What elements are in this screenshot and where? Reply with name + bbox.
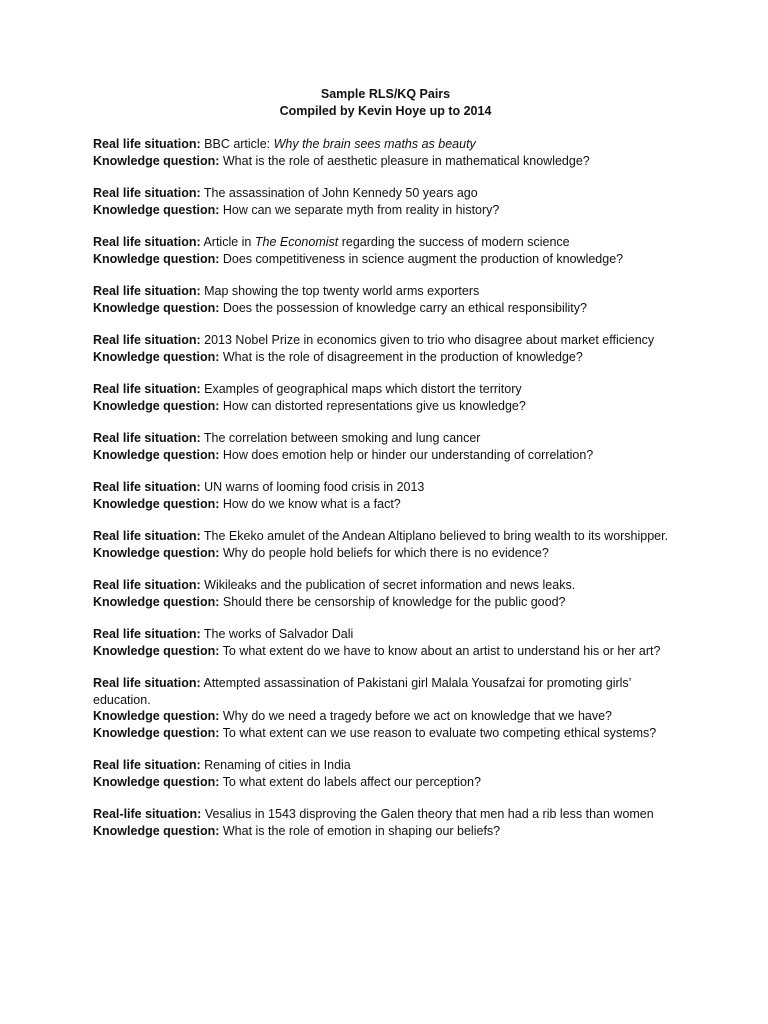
rls-kq-pair bbox=[93, 332, 678, 365]
kq-text: To what extent can we use reason to evaluate two competing ethical systems? bbox=[222, 725, 657, 740]
kq-line bbox=[93, 594, 678, 611]
rls-kq-pair bbox=[93, 430, 678, 463]
rls-label: Real life situation: bbox=[93, 431, 201, 445]
kq-label: Knowledge question: bbox=[93, 725, 220, 740]
kq-text: Why do we need a tragedy before we act on knowledge that we have? bbox=[222, 709, 613, 723]
kq-text: Should there be censorship of knowledge for the public good? bbox=[222, 594, 566, 609]
rls-kq-pair bbox=[93, 577, 678, 610]
kq-line bbox=[93, 545, 678, 562]
rls-line bbox=[93, 626, 678, 643]
title-block bbox=[93, 86, 678, 120]
rls-text: Article in bbox=[203, 235, 255, 249]
rls-kq-pair bbox=[93, 806, 678, 839]
rls-line bbox=[93, 283, 678, 300]
rls-line bbox=[93, 577, 678, 594]
kq-label: Knowledge question: bbox=[93, 643, 220, 658]
rls-line bbox=[93, 528, 678, 545]
rls-kq-pair bbox=[93, 283, 678, 316]
rls-text: The works of Salvador Dali bbox=[203, 627, 354, 641]
rls-kq-pair bbox=[93, 234, 678, 267]
rls-text-suffix: regarding the success of modern science bbox=[338, 235, 570, 249]
rls-label: Real life situation: bbox=[93, 529, 201, 543]
rls-label: Real life situation: bbox=[93, 627, 201, 641]
rls-text: Renaming of cities in India bbox=[204, 758, 351, 772]
rls-text: Map showing the top twenty world arms exporters bbox=[204, 284, 480, 298]
rls-kq-pair bbox=[93, 185, 678, 218]
kq-text: To what extent do we have to know about an artist to understand his or her art? bbox=[222, 643, 661, 658]
kq-text: How can distorted representations give us knowledge? bbox=[222, 398, 526, 413]
kq-text: Why do people hold beliefs for which there is no evidence? bbox=[222, 545, 549, 560]
document-title: Sample RLS/KQ Pairs bbox=[320, 87, 451, 101]
rls-text: 2013 Nobel Prize in economics given to trio who disagree about market efficiency bbox=[204, 333, 655, 347]
rls-kq-pair bbox=[93, 757, 678, 790]
kq-text: What is the role of aesthetic pleasure in mathematical knowledge? bbox=[222, 153, 590, 168]
kq-text: To what extent do labels affect our perception? bbox=[222, 774, 481, 789]
kq-text: How do we know what is a fact? bbox=[222, 496, 401, 511]
kq-text: Does the possession of knowledge carry an ethical responsibility? bbox=[222, 300, 587, 315]
kq-label: Knowledge question: bbox=[93, 496, 220, 511]
rls-line bbox=[93, 757, 678, 774]
kq-line bbox=[93, 349, 678, 366]
rls-text: BBC article: bbox=[204, 137, 274, 151]
kq-label: Knowledge question: bbox=[93, 398, 220, 413]
kq-label: Knowledge question: bbox=[93, 447, 220, 462]
rls-line bbox=[93, 136, 678, 153]
kq-text: Does competitiveness in science augment the production of knowledge? bbox=[222, 251, 624, 266]
rls-kq-pair bbox=[93, 626, 678, 659]
kq-label: Knowledge question: bbox=[93, 594, 220, 609]
document-subtitle: Compiled by Kevin Hoye up to 2014 bbox=[279, 104, 492, 118]
kq-text: How can we separate myth from reality in history? bbox=[222, 202, 500, 217]
kq-line bbox=[93, 774, 678, 791]
kq-label: Knowledge question: bbox=[93, 251, 220, 266]
kq-line bbox=[93, 251, 678, 268]
rls-label: Real life situation: bbox=[93, 578, 201, 592]
kq-line bbox=[93, 643, 678, 660]
rls-label: Real life situation: bbox=[93, 333, 201, 347]
rls-line bbox=[93, 185, 678, 202]
rls-label: Real life situation: bbox=[93, 284, 201, 298]
rls-line bbox=[93, 234, 678, 251]
rls-line bbox=[93, 675, 678, 708]
rls-kq-pair bbox=[93, 675, 678, 741]
rls-line bbox=[93, 479, 678, 496]
rls-label: Real-life situation: bbox=[93, 807, 202, 821]
rls-text: The correlation between smoking and lung cancer bbox=[203, 431, 481, 445]
kq-line bbox=[93, 300, 678, 317]
kq-line bbox=[93, 202, 678, 219]
kq-text: How does emotion help or hinder our understanding of correlation? bbox=[222, 447, 594, 462]
kq-text: What is the role of disagreement in the production of knowledge? bbox=[222, 349, 583, 364]
kq-label: Knowledge question: bbox=[93, 545, 220, 560]
kq-line bbox=[93, 496, 678, 513]
kq-line bbox=[93, 725, 678, 742]
kq-label: Knowledge question: bbox=[93, 153, 220, 168]
rls-text: Wikileaks and the publication of secret information and news leaks. bbox=[204, 578, 576, 592]
kq-line bbox=[93, 708, 678, 725]
rls-italic-text: The Economist bbox=[254, 235, 339, 249]
rls-line bbox=[93, 332, 678, 349]
kq-label: Knowledge question: bbox=[93, 709, 220, 723]
kq-text: What is the role of emotion in shaping our beliefs? bbox=[222, 823, 501, 838]
rls-kq-pair bbox=[93, 479, 678, 512]
rls-label: Real life situation: bbox=[93, 137, 201, 151]
rls-label: Real life situation: bbox=[93, 480, 201, 494]
rls-label: Real life situation: bbox=[93, 186, 201, 200]
rls-text: The assassination of John Kennedy 50 years ago bbox=[203, 186, 478, 200]
rls-label: Real life situation: bbox=[93, 382, 201, 396]
rls-text: The Ekeko amulet of the Andean Altiplano believed to bring wealth to its worshipper. bbox=[203, 529, 669, 543]
kq-line bbox=[93, 447, 678, 464]
kq-line bbox=[93, 823, 678, 840]
kq-label: Knowledge question: bbox=[93, 349, 220, 364]
kq-line bbox=[93, 153, 678, 170]
rls-line bbox=[93, 806, 678, 823]
rls-text: Vesalius in 1543 disproving the Galen theory that men had a rib less than women bbox=[204, 807, 654, 821]
rls-line bbox=[93, 381, 678, 398]
kq-label: Knowledge question: bbox=[93, 823, 220, 838]
rls-label: Real life situation: bbox=[93, 235, 201, 249]
rls-italic-text: Why the brain sees maths as beauty bbox=[273, 137, 476, 151]
kq-label: Knowledge question: bbox=[93, 202, 220, 217]
rls-text: UN warns of looming food crisis in 2013 bbox=[204, 480, 425, 494]
rls-text: Attempted assassination of Pakistani girl Malala Yousafzai for promoting girls’ education. bbox=[93, 676, 631, 707]
rls-kq-pair bbox=[93, 381, 678, 414]
rls-label: Real life situation: bbox=[93, 758, 201, 772]
kq-label: Knowledge question: bbox=[93, 774, 220, 789]
rls-kq-pair bbox=[93, 136, 678, 169]
rls-kq-pair bbox=[93, 528, 678, 561]
kq-label: Knowledge question: bbox=[93, 300, 220, 315]
kq-line bbox=[93, 398, 678, 415]
rls-line bbox=[93, 430, 678, 447]
rls-text: Examples of geographical maps which distort the territory bbox=[204, 382, 522, 396]
rls-label: Real life situation: bbox=[93, 676, 201, 690]
